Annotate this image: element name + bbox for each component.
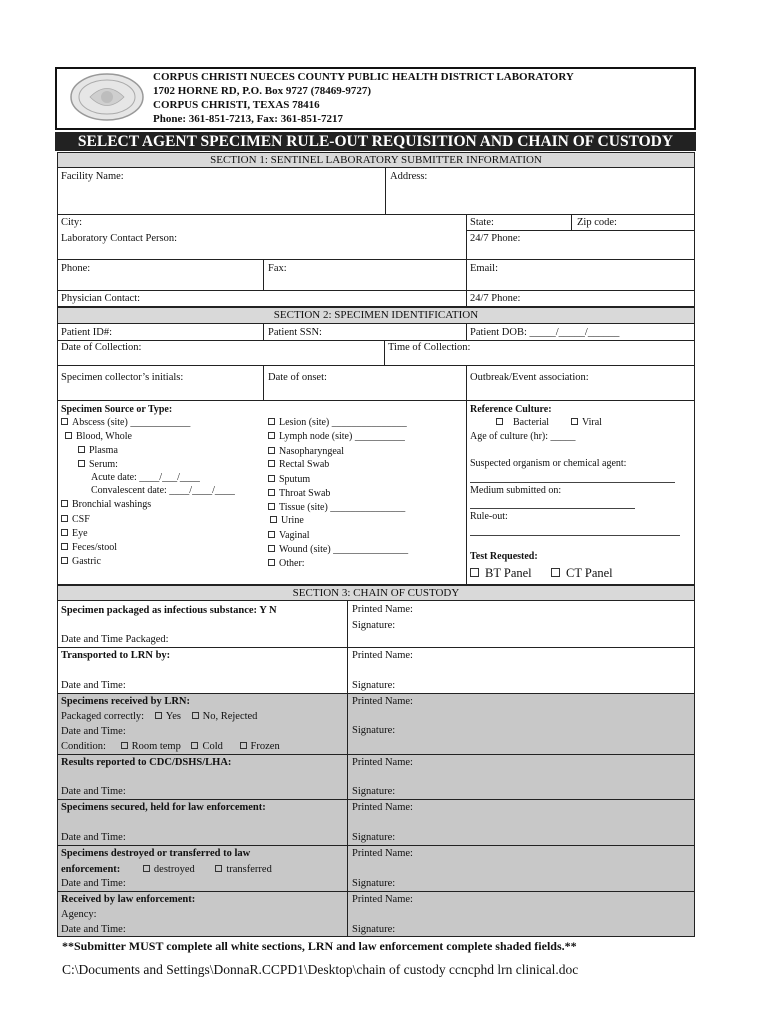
date-time-2[interactable]: Date and Time: (61, 680, 126, 691)
checkbox-icon (121, 742, 128, 749)
checkbox-icon (61, 418, 68, 425)
rectal-label: Rectal Swab (279, 459, 330, 470)
checkbox-icon (496, 418, 503, 425)
sputum-option[interactable] (268, 474, 310, 486)
urine-label: Urine (281, 515, 304, 526)
time-collection-field[interactable]: Time of Collection: (388, 342, 471, 353)
feces-option[interactable] (61, 542, 117, 554)
blood-label: Blood, Whole (76, 431, 132, 442)
printed-name-4[interactable]: Printed Name: (352, 757, 413, 768)
no-rejected-label: No, Rejected (202, 711, 258, 722)
source-heading: Specimen Source or Type: (61, 404, 173, 415)
phone247-field[interactable]: 24/7 Phone: (470, 233, 521, 244)
org-address2: CORPUS CHRISTI, TEXAS 78416 (153, 99, 320, 111)
signature-7[interactable]: Signature: (352, 924, 396, 935)
checkbox-icon (268, 418, 275, 425)
checkbox-icon (143, 865, 150, 872)
email-field[interactable]: Email: (470, 263, 498, 274)
tissue-option[interactable] (268, 502, 405, 514)
agency-field[interactable]: Agency: (61, 909, 97, 920)
lymph-option[interactable] (268, 431, 405, 443)
lesion-label: Lesion (site) _______________ (279, 417, 407, 428)
urine-option[interactable] (270, 515, 304, 527)
checkbox-icon (78, 460, 85, 467)
printed-name-7[interactable]: Printed Name: (352, 894, 413, 905)
signature-3[interactable]: Signature: (352, 725, 396, 736)
medium-field[interactable]: Medium submitted on: (470, 485, 562, 496)
checkbox-icon (268, 447, 275, 454)
signature-6[interactable]: Signature: (352, 878, 396, 889)
acute-date-field[interactable]: Acute date: ____/___/____ (91, 472, 200, 483)
bt-panel-label: BT Panel (485, 566, 532, 580)
checkbox-icon (268, 475, 275, 482)
org-address1: 1702 HORNE RD, P.O. Box 9727 (78469-9727) (153, 85, 372, 97)
bt-panel-option[interactable] (470, 566, 532, 580)
csf-label: CSF (72, 514, 90, 525)
printed-name-6[interactable]: Printed Name: (352, 848, 413, 859)
onset-field[interactable]: Date of onset: (268, 372, 327, 383)
checkbox-icon (61, 557, 68, 564)
physician-contact-field[interactable]: Physician Contact: (61, 293, 141, 304)
lab-contact-field[interactable]: Laboratory Contact Person: (61, 233, 178, 244)
collector-initials-field[interactable]: Specimen collector’s initials: (61, 372, 184, 383)
abscess-label: Abscess (site) ____________ (72, 417, 191, 428)
date-collection-field[interactable]: Date of Collection: (61, 342, 142, 353)
wound-option[interactable] (268, 544, 408, 556)
condition-label: Condition: (61, 741, 106, 752)
tissue-label: Tissue (site) _______________ (279, 502, 406, 513)
cold-label: Cold (202, 741, 223, 752)
org-phone: Phone: 361-851-7213, Fax: 361-851-7217 (153, 113, 344, 125)
lesion-option[interactable] (268, 417, 407, 429)
phone-field[interactable]: Phone: (61, 263, 91, 274)
frozen-option[interactable] (240, 741, 280, 752)
patient-dob-field[interactable]: Patient DOB: _____/_____/______ (470, 327, 620, 338)
packaged-infectious-field[interactable]: Specimen packaged as infectious substance: Y N (61, 605, 277, 616)
date-time-5[interactable]: Date and Time: (61, 832, 126, 843)
transferred-label: transferred (226, 864, 272, 875)
feces-label: Feces/stool (72, 542, 117, 553)
checkbox-icon (61, 529, 68, 536)
checkbox-icon (268, 559, 275, 566)
checkbox-icon (215, 865, 222, 872)
test-requested-heading: Test Requested: (470, 551, 538, 562)
gastric-label: Gastric (72, 556, 101, 567)
state-field[interactable]: State: (470, 217, 494, 228)
convalescent-date-field[interactable]: Convalescent date: ____/____/____ (91, 485, 235, 496)
checkbox-icon (191, 742, 198, 749)
naso-label: Nasopharyngeal (279, 446, 344, 457)
bacterial-label: Bacterial (513, 417, 550, 428)
bacterial-option[interactable] (496, 417, 549, 429)
gastric-option[interactable] (61, 556, 101, 568)
ruleout-field[interactable]: Rule-out: (470, 511, 508, 522)
checkbox-icon (571, 418, 578, 425)
checkbox-icon (78, 446, 85, 453)
footer-path: C:\Documents and Settings\DonnaR.CCPD1\Desktop\chain of custody ccncphd lrn clinical.doc (62, 962, 579, 977)
destroyed-heading-2: enforcement: (61, 864, 121, 875)
signature-4[interactable]: Signature: (352, 786, 396, 797)
checkbox-icon (551, 568, 560, 577)
checkbox-icon (268, 531, 275, 538)
zip-field[interactable]: Zip code: (577, 217, 617, 228)
packaged-correctly-label: Packaged correctly: (61, 711, 145, 722)
printed-name-5[interactable]: Printed Name: (352, 802, 413, 813)
seal-logo (68, 72, 146, 122)
section3-header: SECTION 3: CHAIN OF CUSTODY (57, 585, 695, 601)
received-law-field[interactable]: Received by law enforcement: (61, 894, 196, 905)
checkbox-icon (268, 489, 275, 496)
plasma-option[interactable] (78, 445, 118, 457)
destroyed-option[interactable] (143, 864, 195, 875)
destroyed-label: destroyed (153, 864, 195, 875)
vaginal-label: Vaginal (279, 530, 310, 541)
patient-id-field[interactable]: Patient ID#: (61, 327, 113, 338)
transferred-option[interactable] (215, 864, 271, 875)
checkbox-icon (240, 742, 247, 749)
address-field[interactable]: Address: (390, 171, 428, 182)
csf-option[interactable] (61, 514, 90, 526)
printed-name-1[interactable]: Printed Name: (352, 604, 413, 615)
destroyed-row (61, 864, 272, 876)
checkbox-icon (268, 503, 275, 510)
checkbox-icon (268, 432, 275, 439)
yes-label: Yes (165, 711, 181, 722)
checkbox-icon (470, 568, 479, 577)
date-time-6[interactable]: Date and Time: (61, 878, 126, 889)
bronchial-option[interactable] (61, 499, 151, 511)
date-time-7[interactable]: Date and Time: (61, 924, 126, 935)
signature-5[interactable]: Signature: (352, 832, 396, 843)
cold-option[interactable] (191, 741, 222, 752)
vaginal-option[interactable] (268, 530, 310, 542)
ct-panel-label: CT Panel (566, 566, 613, 580)
section1-header: SECTION 1: SENTINEL LABORATORY SUBMITTER INFORMATION (57, 152, 695, 168)
eye-option[interactable] (61, 528, 88, 540)
results-reported-field[interactable]: Results reported to CDC/DSHS/LHA: (61, 757, 232, 768)
checkbox-icon (61, 543, 68, 550)
lymph-label: Lymph node (site) __________ (279, 431, 405, 442)
rectal-option[interactable] (268, 459, 329, 471)
checkbox-icon (192, 712, 199, 719)
footer-note: **Submitter MUST complete all white sections, LRN and law enforcement complete shaded fields.** (62, 939, 577, 953)
other-label: Other: (279, 558, 305, 569)
signature-2[interactable]: Signature: (352, 680, 396, 691)
date-time-4[interactable]: Date and Time: (61, 786, 126, 797)
condition-row (61, 741, 280, 753)
section2-header: SECTION 2: SPECIMEN IDENTIFICATION (57, 307, 695, 324)
signature-1[interactable]: Signature: (352, 620, 396, 631)
naso-option[interactable] (268, 446, 344, 458)
checkbox-icon (155, 712, 162, 719)
destroyed-heading-1: Specimens destroyed or transferred to law (61, 848, 251, 859)
checkbox-icon (61, 500, 68, 507)
ct-panel-option[interactable] (551, 566, 613, 580)
wound-label: Wound (site) _______________ (279, 544, 409, 555)
date-time-3[interactable]: Date and Time: (61, 726, 126, 737)
packaged-correctly-row (61, 711, 257, 723)
form-title: SELECT AGENT SPECIMEN RULE-OUT REQUISITION AND CHAIN OF CUSTODY (55, 132, 696, 151)
room-temp-label: Room temp (131, 741, 181, 752)
serum-option[interactable] (78, 459, 118, 471)
viral-label: Viral (582, 417, 602, 428)
date-packaged-field[interactable]: Date and Time Packaged: (61, 634, 169, 645)
age-culture-field[interactable]: Age of culture (hr): _____ (470, 431, 576, 442)
blood-option[interactable] (65, 431, 132, 443)
checkbox-icon (65, 432, 72, 439)
patient-ssn-field[interactable]: Patient SSN: (268, 327, 322, 338)
printed-name-3[interactable]: Printed Name: (352, 696, 413, 707)
fax-field[interactable]: Fax: (268, 263, 287, 274)
outbreak-field[interactable]: Outbreak/Event association: (470, 372, 589, 383)
eye-label: Eye (72, 528, 88, 539)
checkbox-icon (268, 545, 275, 552)
viral-option[interactable] (571, 417, 602, 429)
org-name: CORPUS CHRISTI NUECES COUNTY PUBLIC HEALTH DISTRICT LABORATORY (153, 71, 574, 83)
suspected-field[interactable]: Suspected organism or chemical agent: (470, 458, 627, 469)
secured-field[interactable]: Specimens secured, held for law enforcement: (61, 802, 266, 813)
other-option[interactable] (268, 558, 305, 570)
frozen-label: Frozen (250, 741, 280, 752)
checkbox-icon (268, 460, 275, 467)
no-rejected-option[interactable] (192, 711, 258, 722)
abscess-option[interactable] (61, 417, 190, 429)
phone247b-field[interactable]: 24/7 Phone: (470, 293, 521, 304)
bronchial-label: Bronchial washings (72, 499, 152, 510)
checkbox-icon (270, 516, 277, 523)
city-field[interactable]: City: (61, 217, 83, 228)
received-lrn-field[interactable]: Specimens received by LRN: (61, 696, 190, 707)
ref-culture-heading: Reference Culture: (470, 404, 552, 415)
room-temp-option[interactable] (121, 741, 181, 752)
printed-name-2[interactable]: Printed Name: (352, 650, 413, 661)
facility-name-field[interactable]: Facility Name: (61, 171, 124, 182)
throat-label: Throat Swab (279, 488, 331, 499)
serum-label: Serum: (89, 459, 118, 470)
yes-option[interactable] (155, 711, 181, 722)
sputum-label: Sputum (279, 474, 311, 485)
plasma-label: Plasma (89, 445, 118, 456)
transported-field[interactable]: Transported to LRN by: (61, 650, 171, 661)
checkbox-icon (61, 515, 68, 522)
throat-option[interactable] (268, 488, 330, 500)
